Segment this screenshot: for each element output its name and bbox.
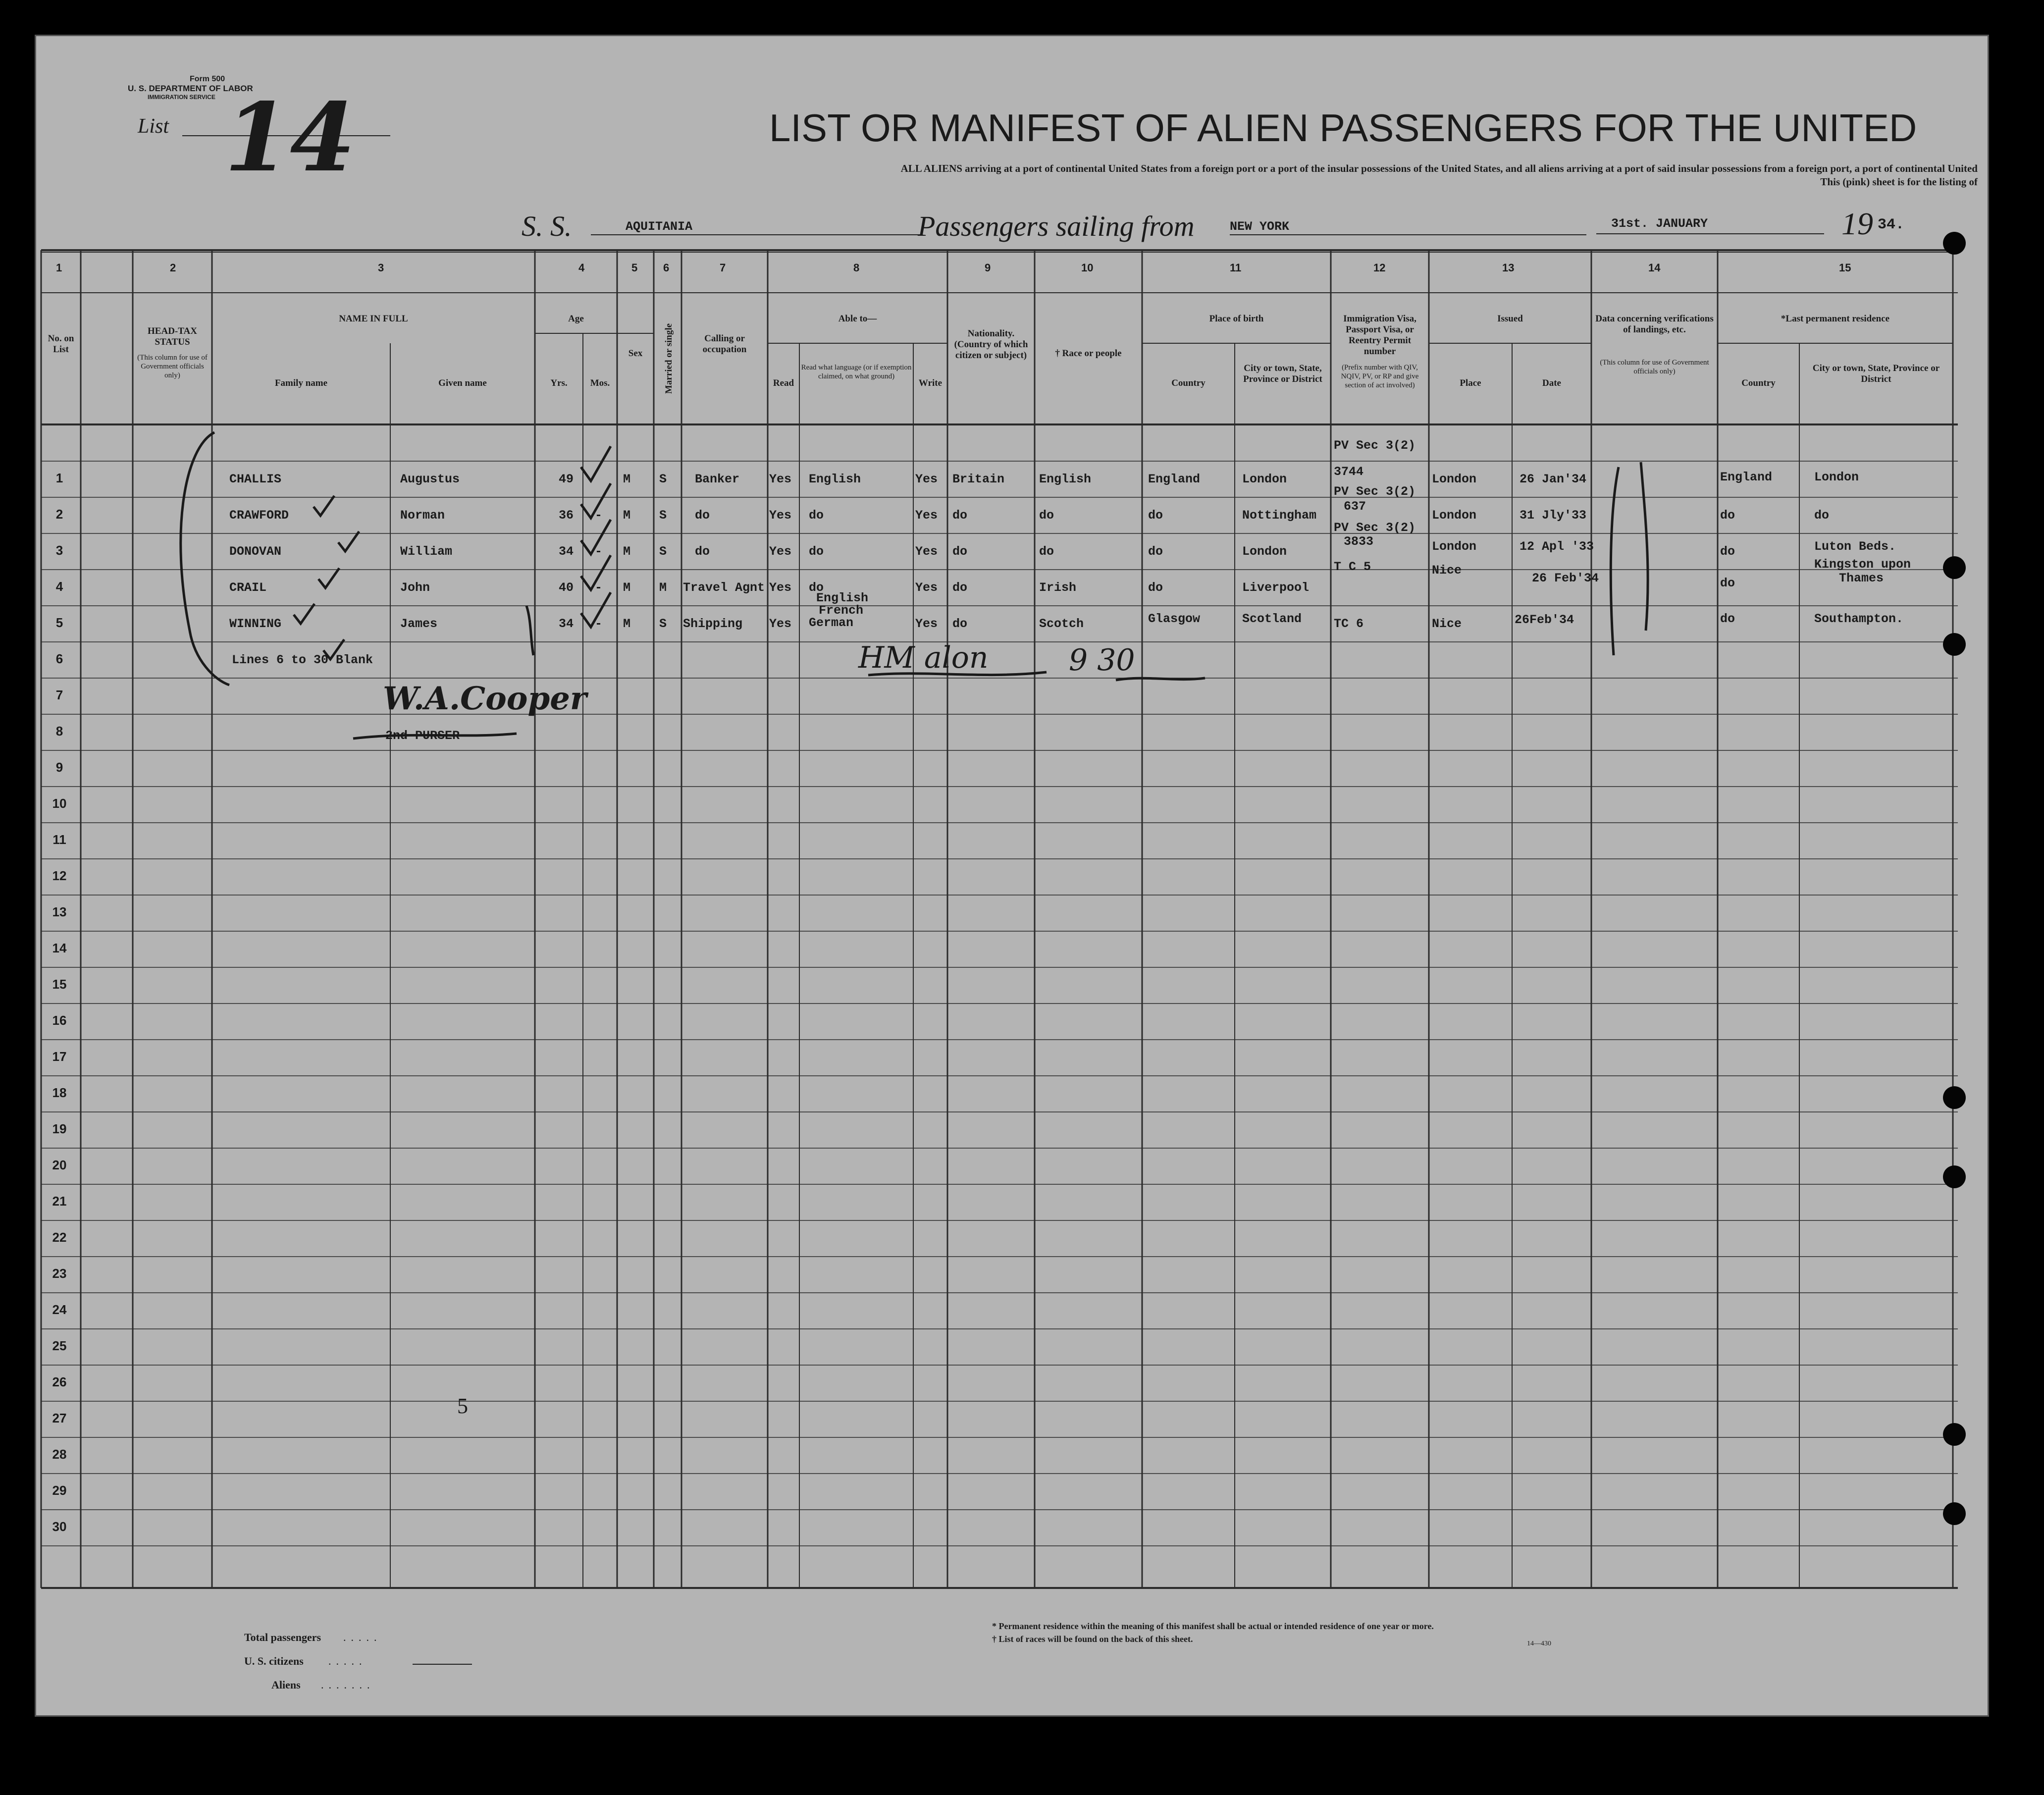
aliens-label: Aliens — [271, 1679, 301, 1691]
aliens-leader: ....... — [321, 1679, 375, 1691]
col-num-14: 14 — [1648, 262, 1661, 274]
birth-country-cell: Glasgow — [1148, 612, 1201, 626]
header-issued: Issued — [1497, 314, 1523, 324]
issued-place-cell: London — [1432, 539, 1477, 554]
residence-city-cell: Thames — [1839, 571, 1884, 585]
col-num-4: 4 — [578, 262, 585, 274]
table-grid — [36, 36, 1988, 1715]
header-given-name: Given name — [438, 378, 487, 388]
col-num-3: 3 — [378, 262, 384, 274]
marital-status-cell: S — [659, 544, 667, 559]
total-passengers-leader: ..... — [343, 1631, 382, 1643]
col-num-15: 15 — [1839, 262, 1851, 274]
age-years-cell: 34 — [559, 544, 574, 559]
service-name: IMMIGRATION SERVICE — [148, 94, 215, 101]
row-number: 1 — [55, 471, 63, 485]
binder-hole — [1943, 633, 1966, 656]
row-number: 25 — [52, 1338, 67, 1353]
family-name-cell: DONOVAN — [229, 544, 282, 559]
header-birth-city: City or town, State, Province or District — [1243, 363, 1322, 384]
race-cell: Irish — [1039, 581, 1077, 595]
age-months-cell: - — [595, 581, 603, 595]
language-cell: English — [809, 472, 861, 486]
header-write: Write — [918, 378, 943, 388]
language-cell: English — [816, 591, 869, 605]
residence-country-cell: do — [1720, 576, 1735, 590]
residence-country-cell: England — [1720, 470, 1773, 484]
ss-label: S. S. — [522, 210, 572, 242]
residence-city-cell: Kingston upon — [1814, 557, 1911, 572]
row-number: 9 — [55, 760, 63, 775]
col-num-13: 13 — [1502, 262, 1515, 274]
residence-city-cell: Luton Beds. — [1814, 539, 1896, 554]
year-prefix: 19 — [1841, 206, 1873, 241]
read-cell: Yes — [769, 508, 792, 523]
header-place-of-birth: Place of birth — [1209, 314, 1264, 324]
footnote-residence: * Permanent residence within the meaning of this manifest shall be actual or intended residence of one year or more. — [992, 1621, 1434, 1631]
binder-hole — [1943, 232, 1966, 255]
header-married-single: Married or single — [664, 323, 674, 394]
issued-place-cell: Nice — [1432, 617, 1462, 631]
issued-place-cell: London — [1432, 472, 1477, 486]
binder-hole — [1943, 1502, 1966, 1525]
row-number: 21 — [52, 1194, 67, 1209]
header-able-to: Able to— — [838, 314, 877, 324]
language-cell: German — [809, 616, 854, 630]
marital-status-cell: M — [659, 581, 667, 595]
header-issued-date: Date — [1542, 378, 1561, 388]
family-name-cell: CRAWFORD — [229, 508, 289, 523]
row-number: 30 — [52, 1519, 67, 1534]
nationality-cell: do — [952, 544, 968, 559]
write-cell: Yes — [915, 617, 938, 631]
birth-country-cell: do — [1148, 544, 1163, 559]
handwritten-note: HM alon — [858, 640, 989, 675]
us-citizens-label: U. S. citizens — [244, 1655, 304, 1667]
header-verification: Data concerning verifications of landings, etc. — [1595, 314, 1714, 335]
header-head-tax-note: (This column for use of Government officials only) — [137, 354, 208, 379]
race-cell: Scotch — [1039, 617, 1084, 631]
header-res-city: City or town, State, Province or District — [1812, 363, 1940, 384]
visa-cell: T C 5 — [1334, 560, 1371, 574]
birth-country-cell: do — [1148, 508, 1163, 523]
sex-cell: M — [623, 472, 631, 486]
manifest-subtitle-2: This (pink) sheet is for the listing of — [1820, 176, 1978, 188]
port-name: NEW YORK — [1230, 219, 1290, 234]
row-number: 3 — [55, 543, 63, 558]
binder-hole — [1943, 556, 1966, 579]
row-number: 26 — [52, 1374, 67, 1389]
age-years-cell: 36 — [559, 508, 574, 523]
row-number: 28 — [52, 1447, 67, 1462]
birth-city-cell: Nottingham — [1242, 508, 1317, 523]
birth-city-cell: London — [1242, 544, 1287, 559]
purser-title: 2nd PURSER — [385, 729, 460, 743]
residence-city-cell: do — [1814, 508, 1830, 523]
blank-lines-note: Lines 6 to 30 Blank — [232, 653, 373, 667]
issued-date-cell: 26 Jan'34 — [1520, 472, 1587, 486]
given-name-cell: William — [400, 544, 453, 559]
col-num-11: 11 — [1230, 262, 1242, 274]
header-yrs: Yrs. — [550, 378, 568, 388]
row-number: 7 — [55, 687, 63, 702]
header-read-language: Read what language (or if exemption claimed, on what ground) — [801, 364, 912, 380]
occupation-cell: Banker — [695, 472, 740, 486]
birth-city-cell: London — [1242, 472, 1287, 486]
nationality-cell: do — [952, 581, 968, 595]
purser-signature: W.A.Cooper — [383, 680, 587, 717]
age-months-cell: - — [595, 508, 603, 523]
family-name-cell: CRAIL — [229, 581, 267, 595]
col-num-2: 2 — [170, 262, 176, 274]
sex-cell: M — [623, 617, 631, 631]
header-birth-country: Country — [1171, 378, 1205, 388]
row-number: 24 — [52, 1302, 67, 1317]
occupation-cell: do — [695, 544, 710, 559]
sailing-date: 31st. JANUARY — [1611, 216, 1708, 231]
issued-date-cell: 12 Apl '33 — [1520, 539, 1594, 554]
row-number: 14 — [52, 941, 67, 955]
header-last-residence: *Last permanent residence — [1781, 314, 1890, 324]
race-cell: do — [1039, 544, 1054, 559]
header-res-country: Country — [1741, 378, 1776, 388]
list-number: 14 — [224, 82, 356, 193]
birth-country-cell: England — [1148, 472, 1201, 486]
issued-date-cell: 31 Jly'33 — [1520, 508, 1587, 523]
header-visa: Immigration Visa, Passport Visa, or Reentry Permit number — [1343, 314, 1416, 357]
us-citizens-leader: ..... — [328, 1655, 367, 1667]
header-head-tax: HEAD-TAX STATUS — [148, 326, 197, 347]
ship-name: AQUITANIA — [626, 219, 693, 234]
read-cell: Yes — [769, 617, 792, 631]
marital-status-cell: S — [659, 617, 667, 631]
occupation-cell: do — [695, 508, 710, 523]
language-cell: do — [809, 544, 824, 559]
col-num-8: 8 — [853, 262, 860, 274]
age-months-cell: - — [595, 544, 603, 559]
footnote-races: † List of races will be found on the back of this sheet. — [992, 1634, 1193, 1644]
row-number: 6 — [55, 651, 63, 666]
birth-city-cell: Scotland — [1242, 612, 1302, 626]
row-number: 18 — [52, 1085, 67, 1100]
visa-number-cell: 637 — [1344, 499, 1366, 514]
binder-hole — [1943, 1423, 1966, 1446]
row-number: 13 — [52, 904, 67, 919]
row-number: 17 — [52, 1049, 67, 1064]
issued-place-cell: Nice — [1432, 563, 1462, 578]
write-cell: Yes — [915, 508, 938, 523]
header-age: Age — [568, 314, 584, 324]
sex-cell: M — [623, 508, 631, 523]
visa-cell: PV Sec 3(2) — [1334, 521, 1416, 535]
write-cell: Yes — [915, 544, 938, 559]
age-years-cell: 49 — [559, 472, 574, 486]
read-cell: Yes — [769, 472, 792, 486]
race-cell: English — [1039, 472, 1092, 486]
row-number: 29 — [52, 1483, 67, 1498]
given-name-cell: Norman — [400, 508, 445, 523]
race-cell: do — [1039, 508, 1054, 523]
col-num-6: 6 — [663, 262, 670, 274]
issued-date-cell: 26 Feb'34 — [1532, 571, 1599, 585]
col-num-12: 12 — [1373, 262, 1386, 274]
header-no-on-list: No. on List — [48, 333, 74, 355]
header-sex: Sex — [628, 348, 643, 359]
col-num-5: 5 — [631, 262, 638, 274]
header-visa-note: (Prefix number with QIV, NQIV, PV, or RP and give section of act involved) — [1341, 364, 1419, 389]
residence-country-cell: do — [1720, 544, 1735, 559]
age-years-cell: 40 — [559, 581, 574, 595]
row-number: 11 — [52, 832, 66, 847]
language-cell: do — [809, 581, 824, 595]
row-number: 20 — [52, 1158, 67, 1172]
visa-number-cell: 3833 — [1344, 534, 1374, 549]
sex-cell: M — [623, 544, 631, 559]
age-months-cell: - — [595, 617, 603, 631]
given-name-cell: Augustus — [400, 472, 460, 486]
header-name-in-full: NAME IN FULL — [339, 314, 408, 324]
col-num-9: 9 — [985, 262, 991, 274]
row-number: 2 — [55, 507, 63, 522]
residence-country-cell: do — [1720, 612, 1735, 626]
row-number: 12 — [52, 868, 67, 883]
manifest-title: LIST OR MANIFEST OF ALIEN PASSENGERS FOR THE UNITED — [769, 106, 1917, 150]
footnote-code: 14—430 — [1527, 1640, 1551, 1647]
language-cell: French — [819, 603, 864, 618]
row-number: 5 — [55, 615, 63, 630]
occupation-cell: Shipping — [683, 617, 743, 631]
department-name: U. S. DEPARTMENT OF LABOR — [128, 84, 253, 93]
residence-city-cell: London — [1814, 470, 1859, 484]
row-number: 22 — [52, 1230, 67, 1245]
visa-number-cell: 3744 — [1334, 465, 1364, 479]
header-read: Read — [773, 378, 794, 388]
header-mos: Mos. — [590, 378, 610, 388]
col-num-7: 7 — [720, 262, 726, 274]
marital-status-cell: S — [659, 472, 667, 486]
marital-status-cell: S — [659, 508, 667, 523]
row-number: 15 — [52, 977, 67, 992]
page-mark: 5 — [457, 1394, 468, 1418]
age-years-cell: 34 — [559, 617, 574, 631]
row-number: 4 — [55, 579, 63, 594]
occupation-cell: Travel Agnt — [683, 581, 765, 595]
year-suffix: 34. — [1878, 216, 1905, 233]
header-nationality: Nationality. (Country of which citizen or subject) — [954, 328, 1028, 361]
issued-date-cell: 26Feb'34 — [1515, 613, 1574, 627]
read-cell: Yes — [769, 544, 792, 559]
visa-cell: PV Sec 3(2) — [1334, 484, 1416, 499]
residence-city-cell: Southampton. — [1814, 612, 1904, 626]
form-number: Form 500 — [190, 75, 225, 83]
col-num-10: 10 — [1081, 262, 1094, 274]
family-name-cell: CHALLIS — [229, 472, 282, 486]
write-cell: Yes — [915, 581, 938, 595]
nationality-cell: Britain — [952, 472, 1005, 486]
manifest-subtitle-1: ALL ALIENS arriving at a port of continental United States from a foreign port or a port of the insular possessions of the United States, and all aliens arriving at a port of said insular possessions from a foreign port, a port of continental United — [900, 162, 1978, 174]
given-name-cell: James — [400, 617, 438, 631]
col-num-1: 1 — [56, 262, 62, 274]
birth-country-cell: do — [1148, 581, 1163, 595]
nationality-cell: do — [952, 508, 968, 523]
handwritten-time: 9 30 — [1069, 643, 1135, 678]
header-family-name: Family name — [274, 378, 328, 388]
row-number: 16 — [52, 1013, 67, 1028]
us-citizens-line — [413, 1664, 472, 1665]
manifest-sheet — [35, 35, 1989, 1717]
family-name-cell: WINNING — [229, 617, 282, 631]
list-label: List — [138, 115, 169, 138]
residence-country-cell: do — [1720, 508, 1735, 523]
row-number: 23 — [52, 1266, 67, 1281]
binder-hole — [1943, 1086, 1966, 1109]
header-race: † Race or people — [1055, 348, 1122, 359]
total-passengers-label: Total passengers — [244, 1631, 321, 1643]
nationality-cell: do — [952, 617, 968, 631]
binder-hole — [1943, 1165, 1966, 1188]
header-verification-note: (This column for use of Government officials only) — [1600, 359, 1709, 375]
row-number: 8 — [55, 724, 63, 739]
row-number: 19 — [52, 1121, 67, 1136]
visa-cell: TC 6 — [1334, 617, 1364, 631]
language-cell: do — [809, 508, 824, 523]
header-issued-place: Place — [1460, 378, 1481, 388]
sex-cell: M — [623, 581, 631, 595]
sailing-label: Passengers sailing from — [918, 210, 1195, 242]
given-name-cell: John — [400, 581, 430, 595]
read-cell: Yes — [769, 581, 792, 595]
write-cell: Yes — [915, 472, 938, 486]
birth-city-cell: Liverpool — [1242, 581, 1310, 595]
row-number: 10 — [52, 796, 67, 811]
header-calling: Calling or occupation — [702, 333, 747, 355]
issued-place-cell: London — [1432, 508, 1477, 523]
visa-cell: PV Sec 3(2) — [1334, 438, 1416, 453]
row-number: 27 — [52, 1411, 67, 1425]
